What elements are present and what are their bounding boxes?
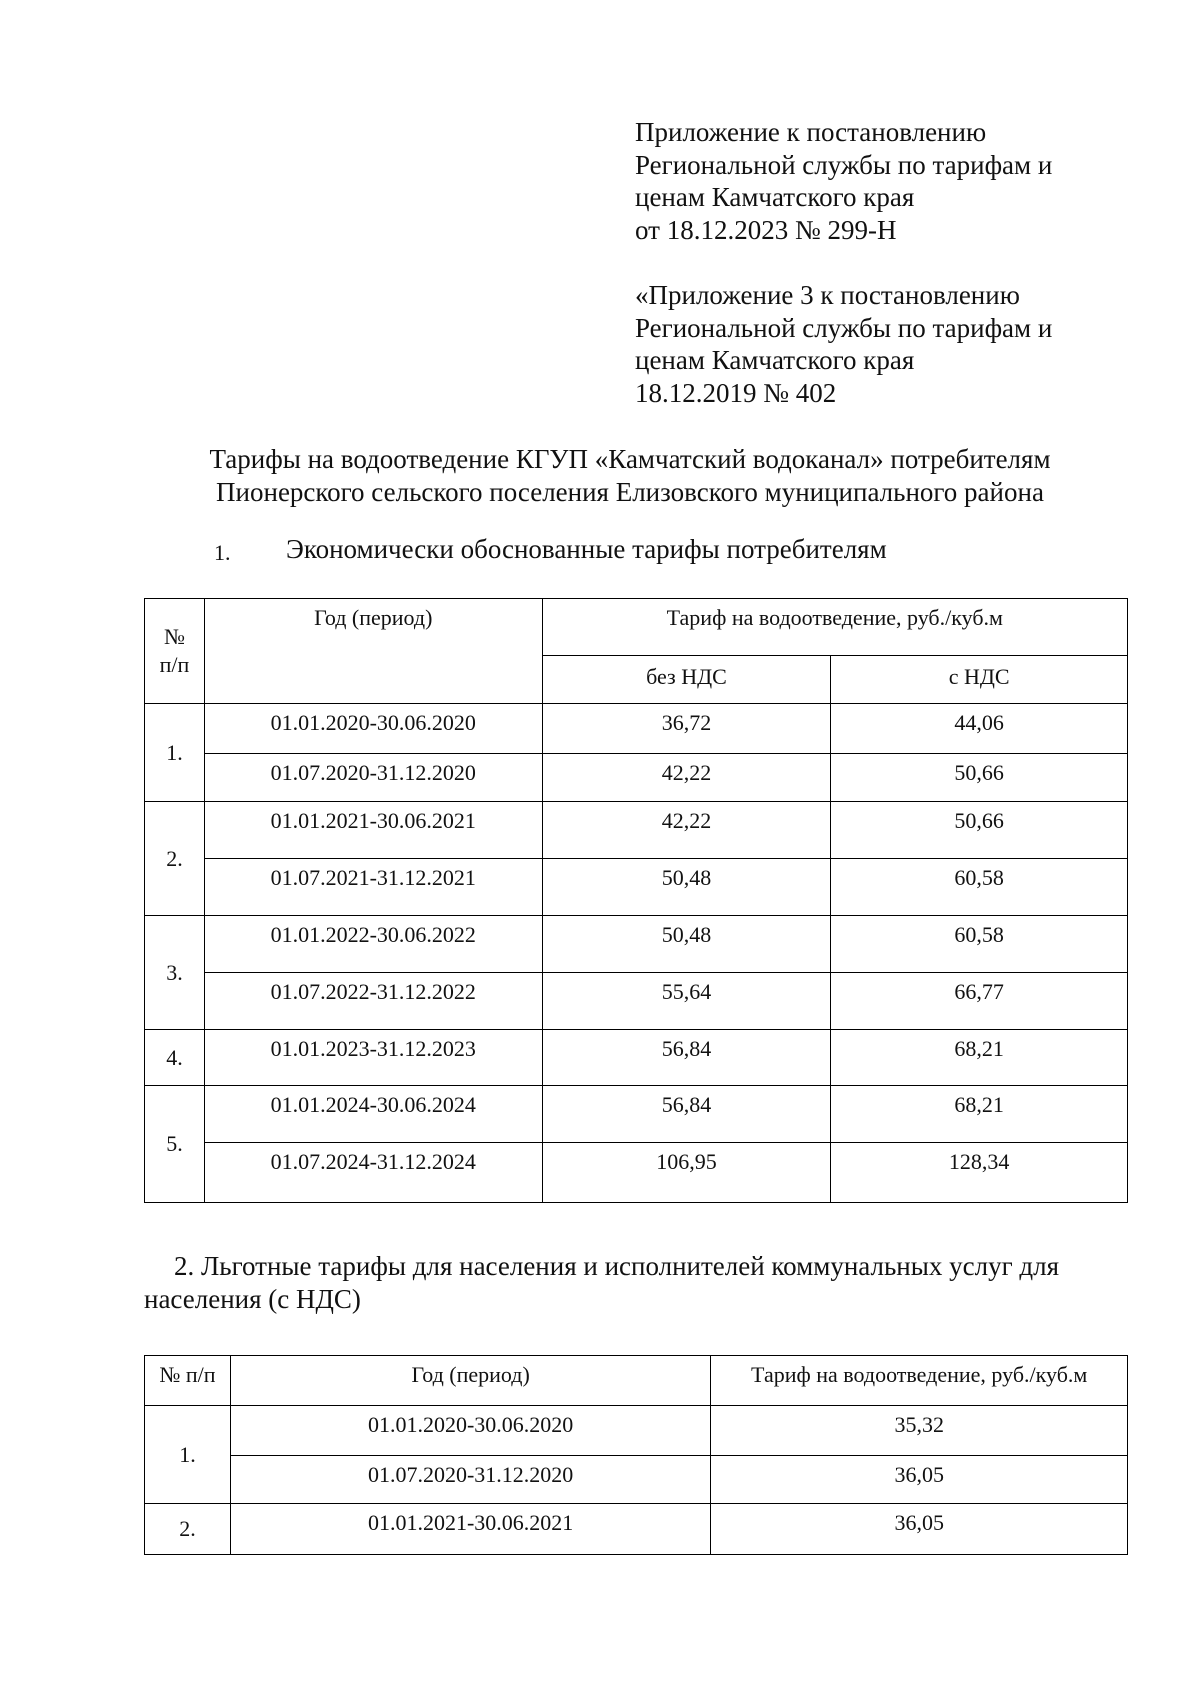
original-appendix-block (635, 279, 1052, 409)
title-line: Тарифы на водоотведение КГУП «Камчатский водоканал» потребителям (209, 444, 1051, 474)
header-row-number: № п/п (145, 1356, 231, 1406)
table-row (145, 704, 1128, 754)
tariff-cell: 36,05 (711, 1456, 1128, 1504)
row-number: 1. (145, 704, 205, 802)
document-title (130, 443, 1130, 509)
value-with-vat: 50,66 (831, 802, 1128, 859)
value-without-vat: 56,84 (542, 1086, 831, 1143)
header-tariff: Тариф на водоотведение, руб./куб.м (542, 599, 1127, 656)
table-row (145, 1456, 1128, 1504)
period-cell: 01.01.2020-30.06.2020 (204, 704, 542, 754)
section2-heading: 2. Льготные тарифы для населения и исполнителей коммунальных услуг для населения (с НДС) (144, 1251, 1060, 1314)
value-without-vat: 50,48 (542, 859, 831, 916)
period-cell: 01.01.2021-30.06.2021 (230, 1504, 710, 1555)
value-with-vat: 60,58 (831, 916, 1128, 973)
section1-number: 1. (214, 540, 231, 565)
table-row (145, 1143, 1128, 1203)
approval-line: ценам Камчатского края (635, 182, 915, 212)
table-row (145, 1406, 1128, 1456)
period-cell: 01.01.2022-30.06.2022 (204, 916, 542, 973)
table-row (145, 1030, 1128, 1086)
row-number: 5. (145, 1086, 205, 1203)
period-cell: 01.01.2020-30.06.2020 (230, 1406, 710, 1456)
value-with-vat: 128,34 (831, 1143, 1128, 1203)
appendix-line: ценам Камчатского края (635, 345, 915, 375)
approval-line: Приложение к постановлению (635, 117, 987, 147)
row-number: 2. (145, 802, 205, 916)
table-row (145, 859, 1128, 916)
header-row-number (145, 599, 205, 704)
title-line: Пионерского сельского поселения Елизовского муниципального района (216, 477, 1044, 507)
value-with-vat: 60,58 (831, 859, 1128, 916)
period-cell: 01.07.2020-31.12.2020 (204, 754, 542, 802)
table-row (145, 916, 1128, 973)
table-row (145, 802, 1128, 859)
approval-line: от 18.12.2023 № 299-Н (635, 214, 897, 245)
appendix-line: 18.12.2019 № 402 (635, 377, 837, 408)
section1-heading: Экономически обоснованные тарифы потребителям (286, 534, 887, 564)
value-without-vat: 106,95 (542, 1143, 831, 1203)
value-with-vat: 68,21 (831, 1030, 1128, 1086)
period-cell: 01.07.2020-31.12.2020 (230, 1456, 710, 1504)
period-cell: 01.01.2024-30.06.2024 (204, 1086, 542, 1143)
header-num-text: № п/п (159, 624, 190, 677)
value-with-vat: 44,06 (831, 704, 1128, 754)
period-cell: 01.07.2021-31.12.2021 (204, 859, 542, 916)
header-period: Год (период) (230, 1356, 710, 1406)
economic-tariffs-table (144, 598, 1128, 1203)
appendix-line: Региональной службы по тарифам и (635, 312, 1053, 343)
row-number: 1. (145, 1406, 231, 1504)
period-cell: 01.07.2022-31.12.2022 (204, 973, 542, 1030)
table-row (145, 1504, 1128, 1555)
period-cell: 01.01.2021-30.06.2021 (204, 802, 542, 859)
value-with-vat: 68,21 (831, 1086, 1128, 1143)
tariff-cell: 35,32 (711, 1406, 1128, 1456)
table-row (145, 754, 1128, 802)
value-without-vat: 50,48 (542, 916, 831, 973)
table-row (145, 1086, 1128, 1143)
value-with-vat: 66,77 (831, 973, 1128, 1030)
approval-block (635, 116, 1052, 246)
period-cell: 01.07.2024-31.12.2024 (204, 1143, 542, 1203)
header-with-vat: с НДС (831, 656, 1128, 704)
approval-line: Региональной службы по тарифам и (635, 149, 1053, 180)
value-without-vat: 36,72 (542, 704, 831, 754)
value-without-vat: 42,22 (542, 754, 831, 802)
row-number: 2. (145, 1504, 231, 1555)
row-number: 3. (145, 916, 205, 1030)
header-without-vat: без НДС (542, 656, 831, 704)
preferential-tariffs-table (144, 1355, 1128, 1555)
value-without-vat: 55,64 (542, 973, 831, 1030)
table-row (145, 973, 1128, 1030)
header-period: Год (период) (204, 599, 542, 704)
row-number: 4. (145, 1030, 205, 1086)
value-without-vat: 42,22 (542, 802, 831, 859)
period-cell: 01.01.2023-31.12.2023 (204, 1030, 542, 1086)
header-tariff: Тариф на водоотведение, руб./куб.м (711, 1356, 1128, 1406)
appendix-line: «Приложение 3 к постановлению (635, 280, 1020, 310)
value-without-vat: 56,84 (542, 1030, 831, 1086)
tariff-cell: 36,05 (711, 1504, 1128, 1555)
value-with-vat: 50,66 (831, 754, 1128, 802)
